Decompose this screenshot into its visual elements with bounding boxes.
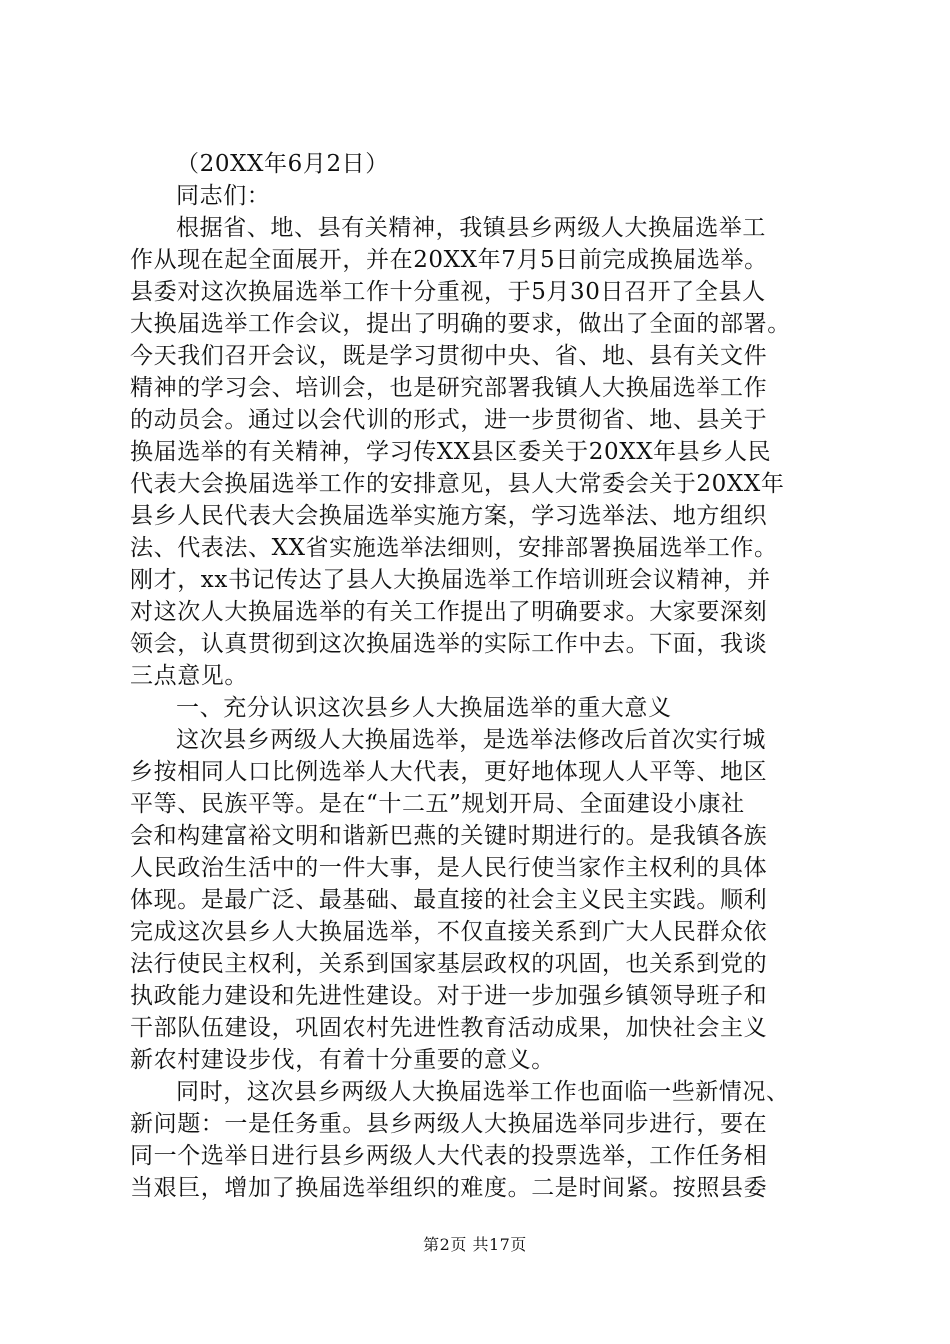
section-heading: 一、充分认识这次县乡人大换届选举的重大意义	[176, 695, 672, 721]
salutation-line: 同志们：	[176, 183, 271, 209]
paragraph-line: 完成这次县乡人大换届选举，不仅直接关系到广大人民群众依	[130, 919, 768, 945]
paragraph-line: 县委对这次换届选举工作十分重视，于5月30日召开了全县人	[130, 279, 766, 305]
paragraph-line: 法行使民主权利，关系到国家基层政权的巩固，也关系到党的	[130, 951, 768, 977]
paragraph-line: 大换届选举工作会议，提出了明确的要求，做出了全面的部署。	[130, 311, 791, 337]
paragraph-line: 体现。是最广泛、最基础、最直接的社会主义民主实践。顺利	[130, 887, 768, 913]
paragraph-line: 精神的学习会、培训会，也是研究部署我镇人大换届选举工作	[130, 375, 768, 401]
date-line: （20XX年6月2日）	[176, 151, 389, 177]
paragraph-line: 当艰巨，增加了换届选举组织的难度。二是时间紧。按照县委	[130, 1175, 768, 1201]
paragraph-line: 刚才，xx书记传达了县人大换届选举工作培训班会议精神，并	[130, 567, 771, 593]
paragraph-line: 人民政治生活中的一件大事，是人民行使当家作主权利的具体	[130, 855, 768, 881]
paragraph-line: 执政能力建设和先进性建设。对于进一步加强乡镇领导班子和	[130, 983, 768, 1009]
paragraph-line: 法、代表法、XX省实施选举法细则，安排部署换届选举工作。	[130, 535, 778, 561]
paragraph-line: 代表大会换届选举工作的安排意见，县人大常委会关于20XX年	[130, 471, 785, 497]
paragraph-line: 换届选举的有关精神，学习传XX县区委关于20XX年县乡人民	[130, 439, 772, 465]
document-body	[130, 148, 830, 1204]
paragraph-line: 这次县乡两级人大换届选举，是选举法修改后首次实行城	[176, 727, 766, 753]
paragraph-line: 今天我们召开会议，既是学习贯彻中央、省、地、县有关文件	[130, 343, 768, 369]
paragraph-line: 平等、民族平等。是在“十二五”规划开局、全面建设小康社	[130, 791, 745, 817]
paragraph-line: 新问题：一是任务重。县乡两级人大换届选举同步进行，要在	[130, 1111, 768, 1137]
paragraph-line: 对这次人大换届选举的有关工作提出了明确要求。大家要深刻	[130, 599, 768, 625]
paragraph-line: 三点意见。	[130, 663, 248, 689]
paragraph-line: 的动员会。通过以会代训的形式，进一步贯彻省、地、县关于	[130, 407, 768, 433]
paragraph-line: 作从现在起全面展开，并在20XX年7月5日前完成换届选举。	[130, 247, 768, 273]
paragraph-line: 领会，认真贯彻到这次换届选举的实际工作中去。下面，我谈	[130, 631, 768, 657]
paragraph-line: 同一个选举日进行县乡两级人大代表的投票选举，工作任务相	[130, 1143, 768, 1169]
paragraph-line: 新农村建设步伐，有着十分重要的意义。	[130, 1047, 555, 1073]
paragraph-line: 根据省、地、县有关精神，我镇县乡两级人大换届选举工	[176, 215, 766, 241]
paragraph-line: 会和构建富裕文明和谐新巴燕的关键时期进行的。是我镇各族	[130, 823, 768, 849]
paragraph-line: 干部队伍建设，巩固农村先进性教育活动成果，加快社会主义	[130, 1015, 768, 1041]
paragraph-line: 乡按相同人口比例选举人大代表，更好地体现人人平等、地区	[130, 759, 768, 785]
page-number-footer: 第2页 共17页	[423, 1235, 527, 1254]
paragraph-line: 同时，这次县乡两级人大换届选举工作也面临一些新情况、	[176, 1079, 790, 1105]
paragraph-line: 县乡人民代表大会换届选举实施方案，学习选举法、地方组织	[130, 503, 768, 529]
